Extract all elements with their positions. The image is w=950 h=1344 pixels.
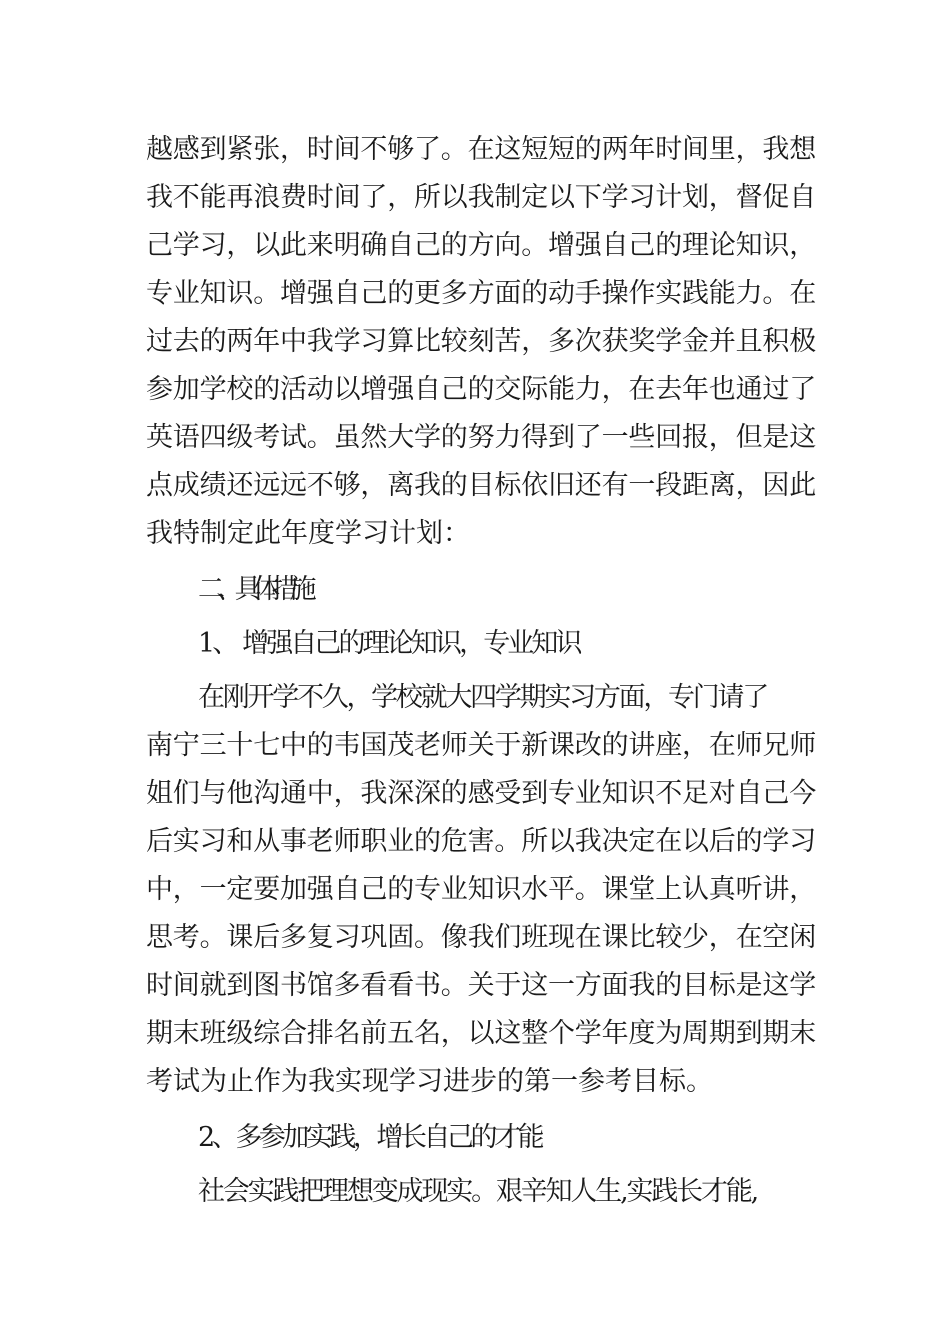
text-line: 我特制定此年度学习计划： — [146, 518, 470, 549]
text-line: 过去的两年中我学习算比较刻苦，多次获奖学金并且积极 — [146, 326, 816, 357]
text-line: 考试为止作为我实现学习进步的第一参考目标。 — [146, 1066, 713, 1097]
subsection-heading: 2、多参加实践，增长自己的才能 — [198, 1122, 542, 1153]
text-line: 英语四级考试。虽然大学的努力得到了一些回报，但是这 — [146, 422, 816, 453]
section-heading: 二、具体措施 — [198, 574, 308, 605]
text-line: 点成绩还远远不够，离我的目标依旧还有一段距离，因此 — [146, 470, 816, 501]
text-line: 南宁三十七中的韦国茂老师关于新课改的讲座，在师兄师 — [146, 730, 816, 761]
text-line: 姐们与他沟通中，我深深的感受到专业知识不足对自己今 — [146, 778, 816, 809]
text-line: 中，一定要加强自己的专业知识水平。课堂上认真听讲， — [146, 874, 816, 905]
text-line: 期末班级综合排名前五名，以这整个学年度为周期到期末 — [146, 1018, 816, 1049]
subsection-heading: 1、 增强自己的理论知识，专业知识 — [198, 628, 580, 659]
text-line: 越感到紧张，时间不够了。在这短短的两年时间里，我想 — [146, 134, 816, 165]
text-line: 专业知识。增强自己的更多方面的动手操作实践能力。在 — [146, 278, 816, 309]
text-line: 参加学校的活动以增强自己的交际能力，在去年也通过了 — [146, 374, 816, 405]
paragraph-first-line: 在刚开学不久，学校就大四学期实习方面，专门请了 — [198, 682, 768, 713]
text-line: 后实习和从事老师职业的危害。所以我决定在以后的学习 — [146, 826, 816, 857]
text-line: 思考。课后多复习巩固。像我们班现在课比较少，在空闲 — [146, 922, 816, 953]
text-line: 时间就到图书馆多看看书。关于这一方面我的目标是这学 — [146, 970, 816, 1001]
text-line: 我不能再浪费时间了，所以我制定以下学习计划，督促自 — [146, 182, 816, 213]
text-line: 己学习，以此来明确自己的方向。增强自己的理论知识， — [146, 230, 816, 261]
paragraph-first-line: 社会实践把理想变成现实。艰辛知人生,实践长才能, — [198, 1176, 758, 1207]
